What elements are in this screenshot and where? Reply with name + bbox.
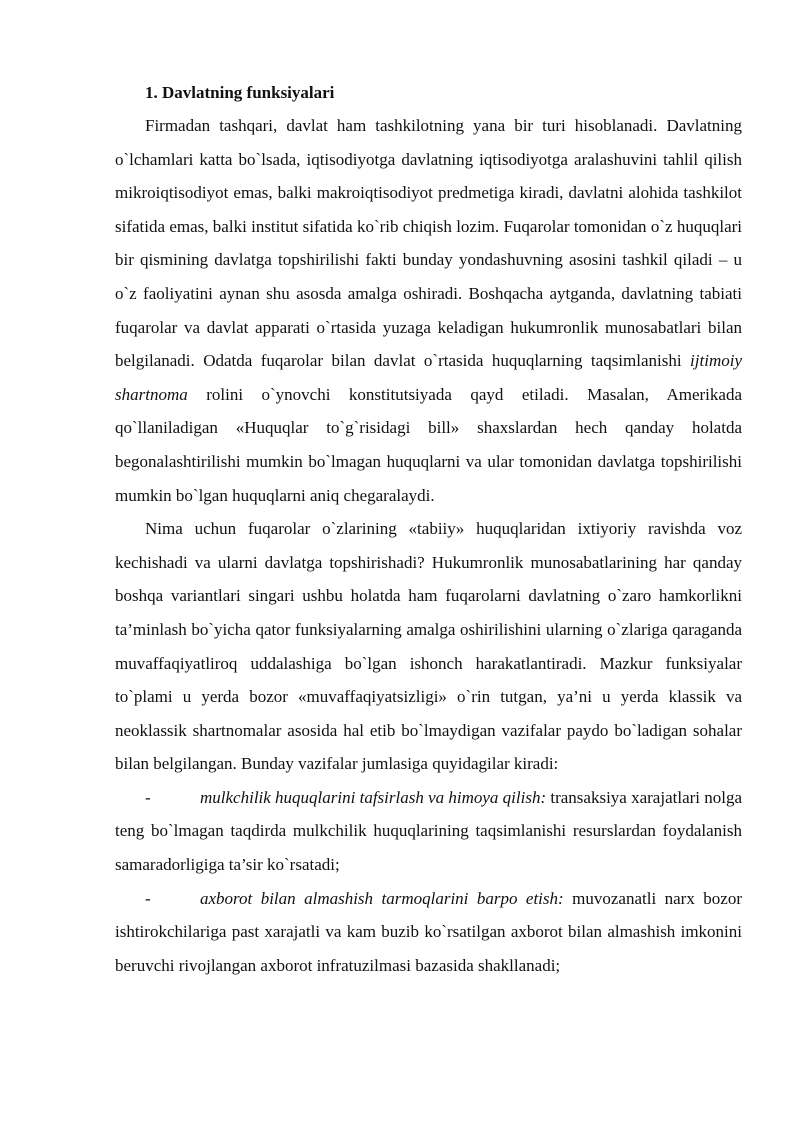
- list-item-2-dash: -: [145, 888, 151, 908]
- paragraph-1-italic-term: ijtimoiy shartnoma: [115, 351, 742, 404]
- paragraph-1-text-b: rolini o`ynovchi konstitutsiyada qayd etiladi. Masalan, Amerikada qo`llaniladigan «Huquqlar to`g`risidagi bill» shaxslardan hech qanday holatda begonalashtirilishi mumkin bo`lmagan huquqlarni va ular tomonidan davlatga topshirilishi mumkin bo`lgan huquqlarni aniq chegaralaydi.: [115, 384, 742, 505]
- list-item-1: [115, 781, 742, 882]
- list-item-2-description: muvozanatli narx bozor ishtirokchilariga past xarajatli va kam buzib ko`rsatilgan axborot bilan almashish imkonini beruvchi rivojlangan axborot infratuzilmasi bazasida shakllanadi;: [115, 888, 742, 975]
- list-item-2: [115, 882, 742, 983]
- paragraph-1-text-a: Firmadan tashqari, davlat ham tashkilotning yana bir turi hisoblanadi. Davlatning o`lchamlari katta bo`lsada, iqtisodiyotga davlatning iqtisodiyotga aralashuvini tahlil qilish mikroiqtisodiyot emas, balki makroiqtisodiyot predmetiga kiradi, davlatni alohida tashkilot sifatida emas, balki institut sifatida ko`rib chiqish lozim. Fuqarolar tomonidan o`z huquqlari bir qismining davlatga topshirilishi fakti bunday yondashuvning asosini tashkil qiladi – u o`z faoliyatini aynan shu asosda amalga oshiradi. Boshqacha aytganda, davlatning tabiati fuqarolar va davlat apparati o`rtasida yuzaga keladigan hukumronlik munosabatlari bilan belgilanadi. Odatda fuqarolar bilan davlat o`rtasida huquqlarning taqsimlanishi: [115, 116, 742, 371]
- list-item-1-term: mulkchilik huquqlarini tafsirlash va himoya qilish:: [200, 787, 547, 807]
- section-heading: 1. Davlatning funksiyalari: [145, 83, 335, 102]
- list-item-2-term: axborot bilan almashish tarmoqlarini barpo etish:: [200, 888, 564, 908]
- list-item-1-dash: -: [145, 787, 151, 807]
- list-item-1-description: transaksiya xarajatlari nolga teng bo`lmagan taqdirda mulkchilik huquqlarining taqsimlanishi resurslardan foydalanish samaradorligiga ta’sir ko`rsatadi;: [115, 787, 743, 875]
- paragraph-2: Nima uchun fuqarolar o`zlarining «tabiiy» huquqlaridan ixtiyoriy ravishda voz kechishadi va ularni davlatga topshirishadi? Hukumronlik munosabatlarining har qanday boshqa variantlari singari ushbu holatda ham fuqarolarni davlatning o`zaro hamkorlikni ta’minlash bo`yicha qator funksiyalarning amalga oshirilishini ularning o`zlariga qaraganda muvaffaqiyatliroq uddalashiga bo`lgan ishonch harakatlantiradi. Mazkur funksiyalar to`plami u yerda bozor «muvaffaqiyatsizligi» o`rin tutgan, ya’ni u yerda klassik va neoklassik shartnomalar asosida hal etib bo`lmaydigan vazifalar paydo bo`ladigan sohalar bilan belgilangan. Bunday vazifalar jumlasiga quyidagilar kiradi:: [115, 519, 742, 774]
- paragraph-1: [115, 109, 742, 512]
